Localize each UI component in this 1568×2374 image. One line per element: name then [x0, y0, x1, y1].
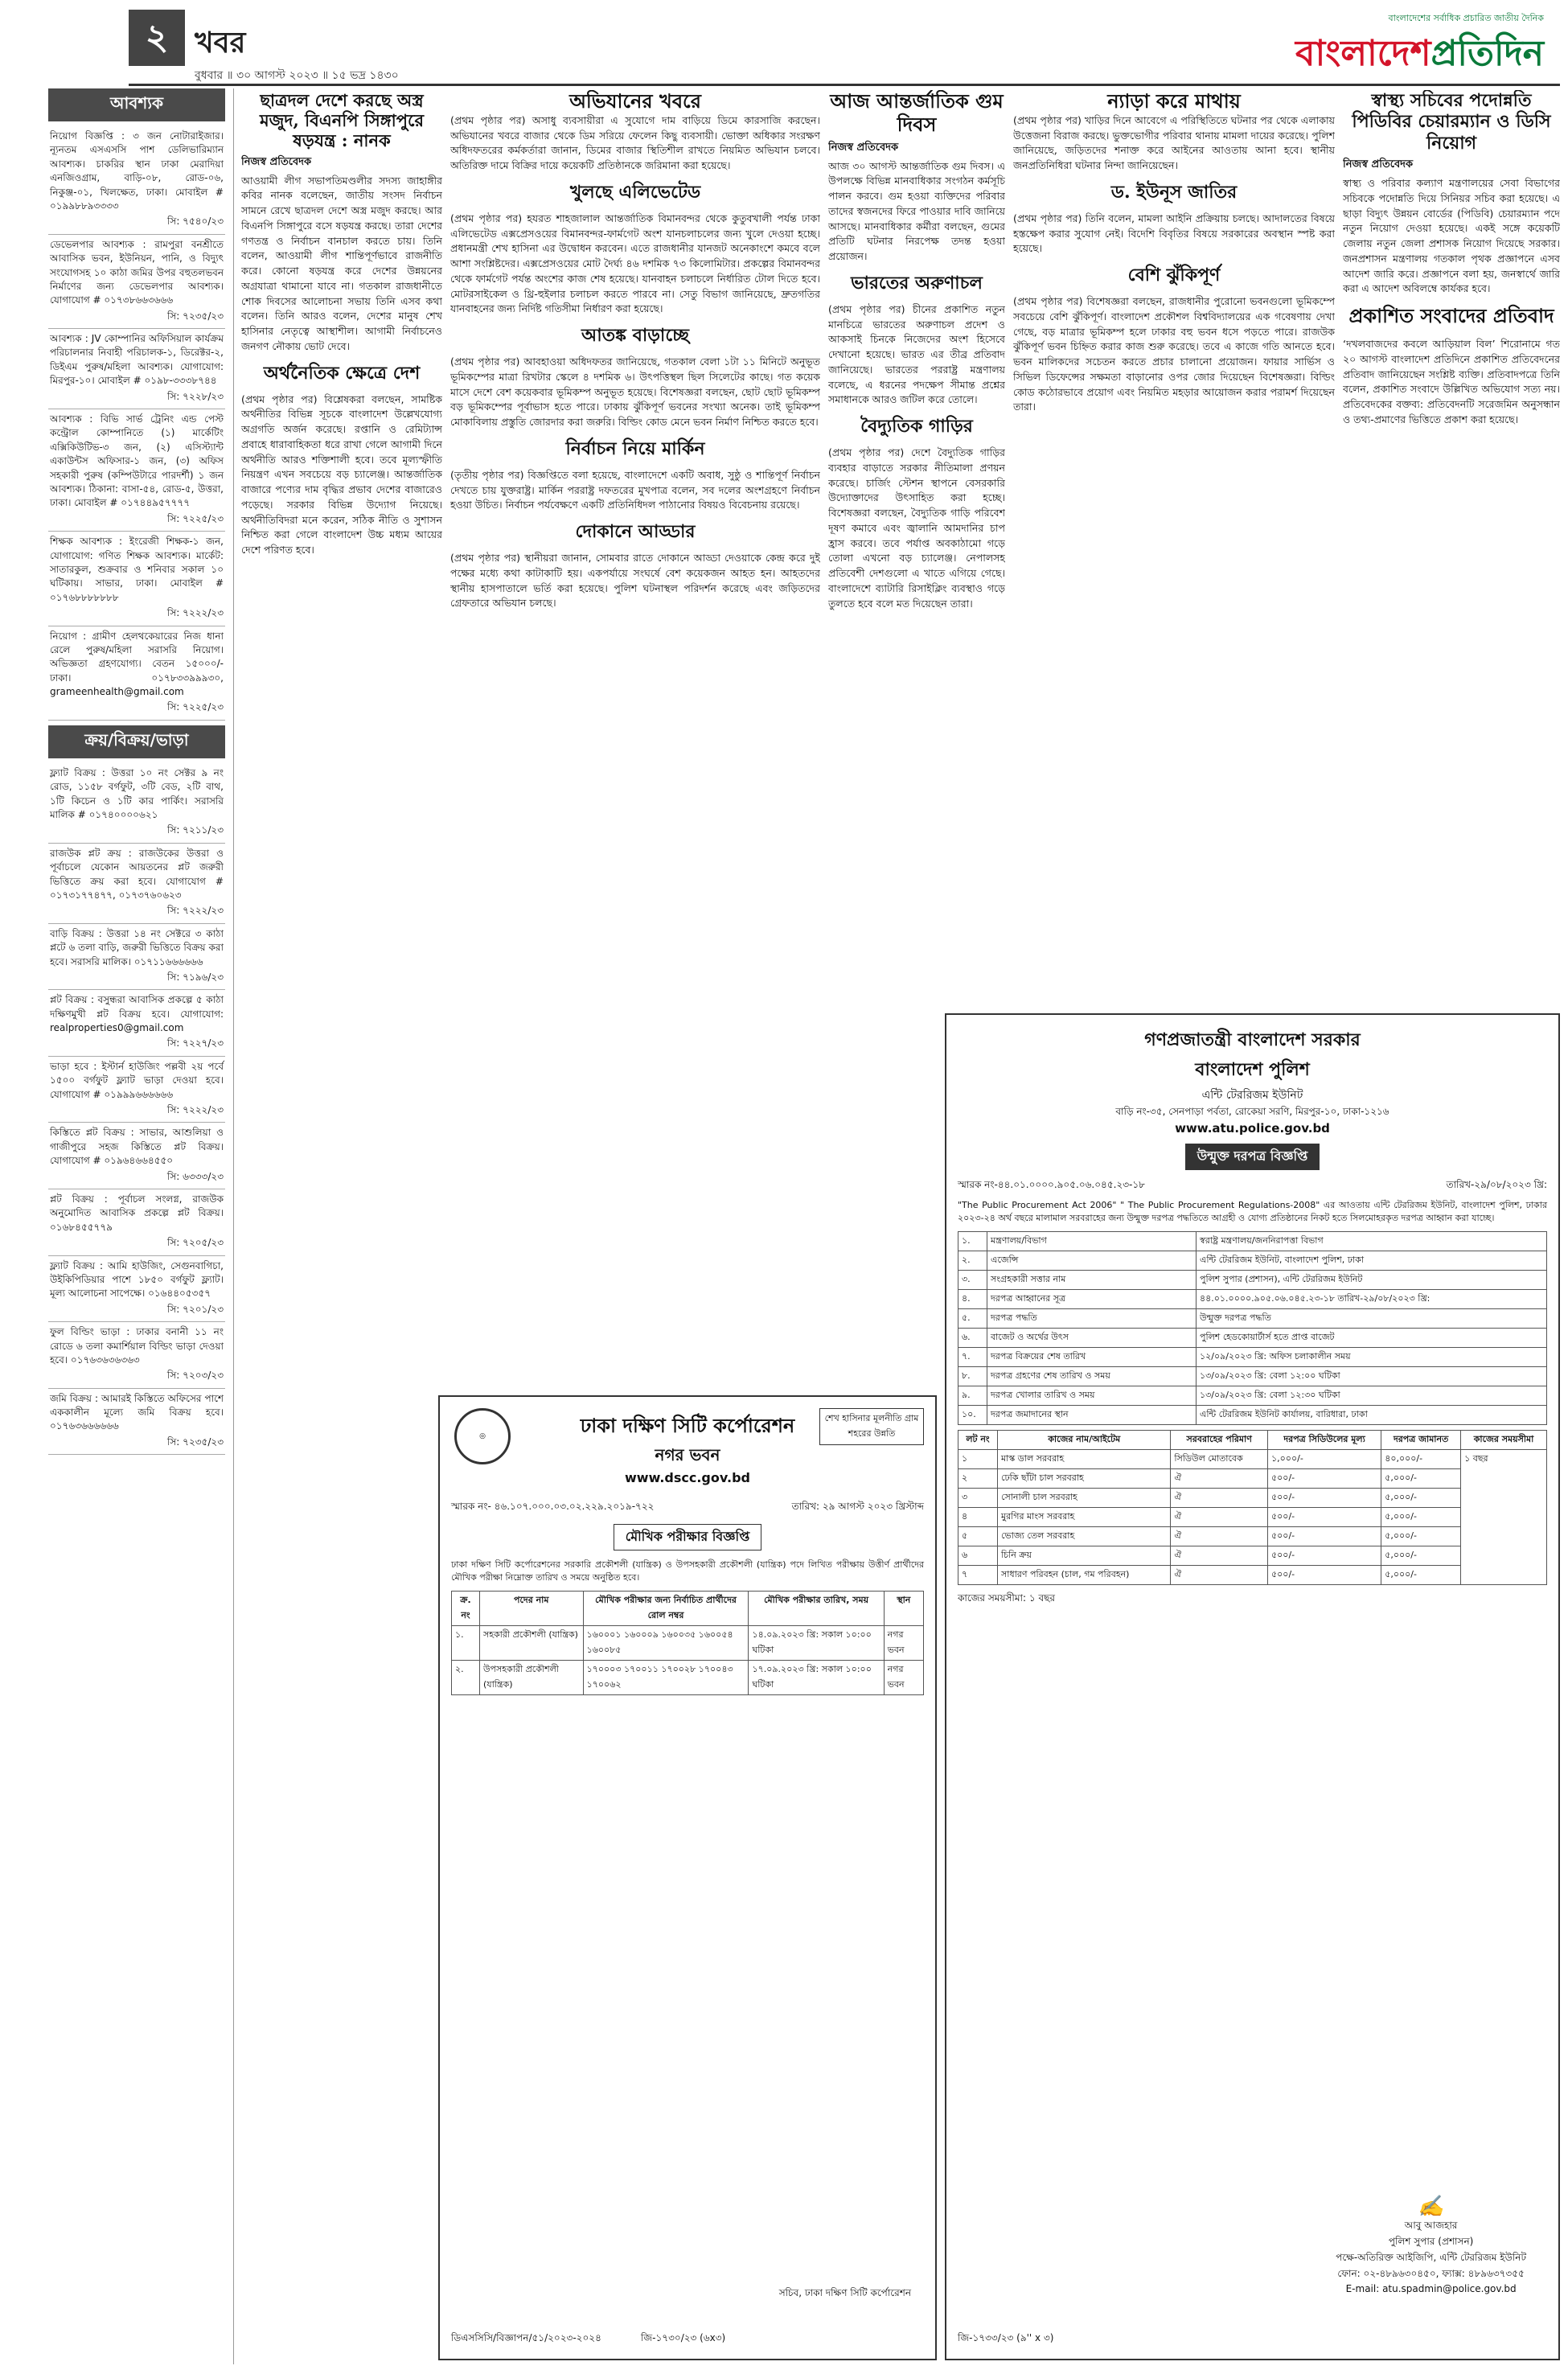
article-body: (প্রথম পৃষ্ঠার পর) স্থানীয়রা জানান, সোমবার রাতে দোকানে আড্ডা দেওয়াকে কেন্দ্র করে দুই পক্ষের মধ্যে কথা কাটাকাটি হয়। একপর্যায়ে সংঘর্ষে বেশ কয়েকজন আহত হন। আহতদের স্থানীয় হাসপাতালে ভর্তি করা হয়েছে। পুলিশ ঘটনাস্থল পরিদর্শন করেছে এবং জড়িতদের গ্রেফতারে অভিযান চলছে। — [450, 552, 820, 610]
article-body: (প্রথম পৃষ্ঠার পর) আবহাওয়া অধিদফতর জানিয়েছে, গতকাল বেলা ১টা ১১ মিনিটে অনুভূত ভূমিকম্পের মাত্রা রিখটার স্কেলে ৪ দশমিক ৬। উৎপত্তিস্থল ছিল সিলেটের কাছে। গত কয়েক মাসে দেশে বেশ কয়েকবার ভূমিকম্প অনুভূত হয়েছে। বিশেষজ্ঞরা বলছেন, ছোট ছোট ভূমিকম্প বড় ভূমিকম্পের পূর্বাভাস হতে পারে। ঢাকায় ঝুঁকিপূর্ণ ভবনের সংখ্যা অনেক। তাই ভূমিকম্প মোকাবিলায় প্রস্তুতি জোরদার করা জরুরি। বিল্ডিং কোড মেনে ভবন নির্মাণ নিশ্চিত করতে হবে। — [450, 355, 820, 429]
classified-text: শিক্ষক আবশ্যক : ইংরেজী শিক্ষক-১ জন, যোগাযোগ: গণিত শিক্ষক আবশ্যক। মার্কেট: সাতারকুল, শুক্রবার ও শনিবার সকাল ১০ ঘটিকায়। সাভার, ঢাকা। মোবাইল # ০১৭৬৮৮৮৮৮৮৮ — [50, 536, 224, 603]
article-body: (প্রথম পৃষ্ঠার পর) দেশে বৈদ্যুতিক গাড়ির ব্যবহার বাড়াতে সরকার নীতিমালা প্রণয়ন করেছে। চার্জিং স্টেশন স্থাপনে বেসরকারি উদ্যোক্তাদের উৎসাহিত করা হচ্ছে। বিশেষজ্ঞরা বলছেন, বৈদ্যুতিক গাড়ি পরিবেশ দূষণ কমাবে এবং জ্বালানি আমদানির চাপ হ্রাস করবে। তবে পর্যাপ্ত অবকাঠামো গড়ে তোলা এখনো বড় চ্যালেঞ্জ। নেপালসহ প্রতিবেশী দেশগুলো এ খাতে এগিয়ে গেছে। বাংলাদেশে ব্যাটারি রিসাইক্লিং ব্যবস্থাও গড়ে তুলতে হবে বলে মত দিয়েছেন তারা। — [828, 446, 1005, 610]
article-subheadline: নির্বাচন নিয়ে মার্কিন — [565, 437, 705, 459]
article-health-secretary — [1343, 90, 1560, 1007]
table-cell: চিনি ক্রয় — [997, 1546, 1170, 1565]
table-header-cell: কাজের নাম/আইটেম — [997, 1430, 1170, 1449]
classified-ad — [48, 409, 225, 532]
table-cell: সংগ্রহকারী সত্তার নাম — [987, 1270, 1197, 1289]
brand-name-part1: বাংলাদেশ — [1295, 33, 1431, 74]
table-header-cell: মৌখিক পরীক্ষার তারিখ, সময় — [749, 1591, 884, 1625]
classified-ref: সি: ৭৫৪০/২৩ — [166, 216, 224, 228]
article-byline: নিজস্ব প্রতিবেদক — [241, 155, 312, 168]
article-disappearance-day — [828, 90, 1005, 1087]
article-body: আওয়ামী লীগ সভাপতিমণ্ডলীর সদস্য জাহাঙ্গীর কবির নানক বলেছেন, জাতীয় সংসদ নির্বাচন সামনে রেখে ছাত্রদল দেশে অস্ত্র মজুদ করছে। আর বিএনপি সিঙ্গাপুরে বসে ষড়যন্ত্র করছে। তারা দেশের গণতন্ত্র ও নির্বাচন বানচাল করতে চায়। তিনি বলেন, আওয়ামী লীগ শান্তিপূর্ণভাবে রাজনীতি করে। কোনো ষড়যন্ত্র করে দেশের উন্নয়নের অগ্রযাত্রা থামানো যাবে না। গতকাল রাজধানীতে শোক দিবসের আলোচনা সভায় তিনি এসব কথা বলেন। তিনি আরও বলেন, দেশের মানুষ শেখ হাসিনার নেতৃত্বে আস্থাশীল। আগামী নির্বাচনেও জনগণ নৌকায় ভোট দেবে। — [241, 174, 442, 352]
table-cell: ১ — [958, 1449, 998, 1468]
table-row — [958, 1488, 1547, 1507]
police-unit: এন্টি টেররিজম ইউনিট — [1201, 1089, 1303, 1102]
article-body: স্বাস্থ্য ও পরিবার কল্যাণ মন্ত্রণালয়ের সেবা বিভাগের সচিবকে পদোন্নতি দিয়ে সিনিয়র সচিব করা হয়েছে। এ ছাড়া বিদ্যুৎ উন্নয়ন বোর্ডের (পিডিবি) চেয়ারম্যান পদে নতুন নিয়োগ দেওয়া হয়েছে। একই সঙ্গে কয়েকটি জেলায় নতুন জেলা প্রশাসক নিয়োগ দিয়েছে সরকার। জনপ্রশাসন মন্ত্রণালয় গতকাল পৃথক প্রজ্ঞাপনে এসব আদেশ জারি করে। প্রজ্ঞাপনে বলা হয়, জনস্বার্থে জারি করা এ আদেশ অবিলম্বে কার্যকর হবে। — [1343, 177, 1560, 295]
table-row — [958, 1231, 1547, 1251]
issue-date: বুধবার ॥ ৩০ আগস্ট ২০২৩ ॥ ১৫ ভদ্র ১৪৩০ — [195, 69, 399, 82]
table-cell: ১. — [452, 1625, 480, 1660]
table-cell: দরপত্র জমাদানের স্থান — [987, 1405, 1197, 1424]
article-subheadline: আতঙ্ক বাড়াচ্ছে — [581, 325, 689, 347]
classified-text: প্লট বিক্রয় : বসুন্ধরা আবাসিক প্রকল্পে ৫ কাঠা দক্ষিণমুখী প্লট বিক্রয় হবে। যোগাযোগ: realproperties0@gmail.com — [50, 994, 224, 1034]
table-cell: ১০. — [958, 1405, 987, 1424]
table-cell: ৫০০/- — [1268, 1565, 1381, 1584]
table-cell: ১৭০০০৩ ১৭০০১১ ১৭০০২৮ ১৭০০৪৩ ১৭০০৬২ — [583, 1660, 749, 1694]
table-cell: ৭ — [958, 1565, 998, 1584]
classified-text: বাড়ি বিক্রয় : উত্তরা ১৪ নং সেক্টরে ৩ কাঠা প্লটে ৬ তলা বাড়ি, জরুরী ভিত্তিতে বিক্রয় করা হবে। সরাসরি মালিক। ০১৭১১৬৬৬৬৬৬ — [50, 927, 224, 967]
table-cell: ১৪.০৯.২০২৩ খ্রি: সকাল ১০:০০ ঘটিকা — [749, 1625, 884, 1660]
table-cell: ১. — [958, 1231, 987, 1251]
table-cell: ৯. — [958, 1386, 987, 1405]
table-row — [958, 1289, 1547, 1308]
classified-ref: সি: ৭২২৭/২৩ — [166, 1037, 224, 1049]
table-row — [958, 1328, 1547, 1347]
dscc-sub: নগর ভবন — [655, 1445, 720, 1464]
table-cell: ৫,০০০/- — [1381, 1526, 1461, 1546]
table-cell: ৪. — [958, 1289, 987, 1308]
table-header-cell: মৌখিক পরীক্ষার জন্য নির্বাচিত প্রার্থীদের রোল নম্বর — [583, 1591, 749, 1625]
article-shaved-head — [1013, 90, 1335, 1007]
classified-text: আবশ্যক : JV কোম্পানির অফিসিয়াল কার্যক্রম পরিচালনার নিবাহী পরিচালক-১, ডিরেক্টর-২, ডিইএম পুরুষ/মহিলা আবশ্যক। যোগাযোগ: মিরপুর-১০। মোবাইল # ০১৯৮-৩৩৩৮৭৪৪ — [50, 333, 224, 387]
table-cell: ৫০০/- — [1268, 1507, 1381, 1526]
classified-ref: সি: ৭২২২/২৩ — [166, 905, 224, 917]
section-title: খবর — [195, 27, 246, 60]
article-center — [450, 90, 820, 1095]
classified-ref: সি: ৭২০৩/২৩ — [166, 1370, 224, 1382]
classified-text: আবশ্যক : বিভি সার্ভ ট্রেনিং এন্ড পেস্ট কন্ট্রোল কোম্পানিতে (১) মার্কেটিং এক্সিকিউটিভ-৩ জন, (২) এসিস্ট্যান্ট একাউন্টস অফিসার-১ জন, (৩) অফিস সহকারী পুরুষ (কম্পিউটারে পারদর্শী) ১ জন আবশ্যক। ঠিকানা: বাসা-৫৪, রোড-৫, উত্তরা, ঢাকা। মোবাইল # ০১৭৪৪৯৫৭৭৭৭ — [50, 413, 224, 509]
classified-list-sale — [48, 763, 225, 1455]
classified-ad — [48, 329, 225, 409]
table-header-cell: ক্র. নং — [452, 1591, 480, 1625]
classified-ad — [48, 844, 225, 924]
table-cell: দরপত্র বিক্রয়ের শেষ তারিখ — [987, 1347, 1197, 1366]
police-duration: ১ বছর — [1028, 1592, 1056, 1604]
table-cell: দরপত্র খোলার তারিখ ও সময় — [987, 1386, 1197, 1405]
table-cell: মাস্ক ডাল সরবরাহ — [997, 1449, 1170, 1468]
table-cell: ৩. — [958, 1270, 987, 1289]
table-row — [958, 1366, 1547, 1386]
table-cell: ৫,০০০/- — [1381, 1488, 1461, 1507]
table-cell: ঐ — [1171, 1488, 1268, 1507]
classified-ad — [48, 1189, 225, 1256]
table-header-cell: দরপত্র জামানত — [1381, 1430, 1461, 1449]
article-headline: আজ আন্তর্জাতিক গুম দিবস — [830, 90, 1004, 136]
table-cell: ১২/০৯/২০২৩ খ্রি: অফিস চলাকালীন সময় — [1197, 1347, 1547, 1366]
classified-ad — [48, 126, 225, 235]
table-row — [958, 1449, 1547, 1468]
classified-text: কিস্তিতে প্লট বিক্রয় : সাভার, আশুলিয়া ও গাজীপুরে সহজ কিস্তিতে প্লট বিক্রয়। যোগাযোগ # ০১৯৬৪৬৬৪৫৫০ — [50, 1127, 224, 1167]
dscc-slogan: শেখ হাসিনার মূলনীতি গ্রাম শহরের উন্নতি — [819, 1408, 924, 1445]
classified-ad — [48, 1256, 225, 1323]
article-subheadline: দোকানে আড্ডার — [575, 521, 696, 543]
table-header-cell: লট নং — [958, 1430, 998, 1449]
table-row — [958, 1526, 1547, 1546]
article-headline: ছাত্রদল দেশে করছে অস্ত্র মজুদ, বিএনপি সিঙ্গাপুরে ষড়যন্ত্র : নানক — [259, 90, 425, 151]
dscc-org-name: ঢাকা দক্ষিণ সিটি কর্পোরেশন — [580, 1414, 795, 1437]
classifieds-column — [48, 88, 225, 2364]
newspaper-logo — [1295, 11, 1544, 85]
article-body: (প্রথম পৃষ্ঠার পর) হযরত শাহজালাল আন্তর্জাতিক বিমানবন্দর থেকে কুতুবখালী পর্যন্ত ঢাকা এলিভেটেড এক্সপ্রেসওয়ের বিমানবন্দর-ফার্মগেট অংশ যানচলাচলের জন্য খুলে দেওয়া হচ্ছে। প্রধানমন্ত্রী শেখ হাসিনা এর উদ্বোধন করবেন। এতে রাজধানীর যানজট অনেকাংশে কমবে বলে আশা সংশ্লিষ্টদের। এক্সপ্রেসওয়ের মোট দৈর্ঘ্য ৪৬ দশমিক ৭৩ কিলোমিটার। প্রকল্পের বিমানবন্দর থেকে ফার্মগেট পর্যন্ত অংশের কাজ শেষ হয়েছে। যানবাহন চলাচলে নির্ধারিত টোল দিতে হবে। মোটরসাইকেল ও থ্রি-হুইলার চলাচল করতে পারবে না। সেতু বিভাগ জানিয়েছে, দ্রুতগতির যানবাহনের জন্য নির্দিষ্ট গতিসীমা নির্ধারণ করা হয়েছে। — [450, 212, 820, 315]
classified-text: ভাড়া হবে : ইস্টার্ন হাউজিং পল্লবী ২য় পর্বে ১৫০০ বর্গফুট ফ্ল্যাট ভাড়া দেওয়া হবে। যোগাযোগ # ০১৯৯৯৬৬৬৬৬৬ — [50, 1060, 224, 1100]
police-phone: ফোন: ০২-৪৮৯৬৩০৪৫০, ফ্যাক্স: ৪৮৯৬৩৭৩৫৫ — [1337, 2268, 1525, 2279]
article-body: আজ ৩০ আগস্ট আন্তর্জাতিক গুম দিবস। এ উপলক্ষে বিভিন্ন মানবাধিকার সংগঠন কর্মসূচি পালন করবে। গুম হওয়া ব্যক্তিদের পরিবার তাদের স্বজনদের ফিরে পাওয়ার দাবি জানিয়ে আসছে। মানবাধিকার কর্মীরা বলছেন, গুমের প্রতিটি ঘটনার নিরপেক্ষ তদন্ত হওয়া প্রয়োজন। — [828, 159, 1005, 263]
table-cell: নগর ভবন — [884, 1625, 923, 1660]
police-gov: গণপ্রজাতন্ত্রী বাংলাদেশ সরকার — [1144, 1029, 1361, 1050]
table-header-cell: দরপত্র সিডিউলের মূল্য — [1268, 1430, 1381, 1449]
police-address: বাড়ি নং-৩৫, সেনপাড়া পর্বতা, রোকেয়া সরণি, মিরপুর-১০, ঢাকা-১২১৬ — [1115, 1106, 1389, 1117]
police-contact-name: আবু আজহার — [1404, 2220, 1458, 2231]
table-cell: ৫,০০০/- — [1381, 1468, 1461, 1488]
table-row — [452, 1625, 924, 1660]
table-row — [958, 1405, 1547, 1424]
dscc-seal-icon: ◎ — [454, 1408, 511, 1464]
dscc-ref: ডিএসসিসি/বিজ্ঞাপন/৫১/২০২৩-২০২৪ — [451, 2332, 601, 2343]
table-cell: সহকারী প্রকৌশলী (যান্ত্রিক) — [479, 1625, 583, 1660]
table-cell: সিডিউল মোতাবেক — [1171, 1449, 1268, 1468]
classified-ad — [48, 626, 225, 721]
table-row — [958, 1270, 1547, 1289]
table-row — [958, 1347, 1547, 1366]
table-cell: উপসহকারী প্রকৌশলী (যান্ত্রিক) — [479, 1660, 583, 1694]
brand-name-part2: প্রতিদিন — [1430, 33, 1544, 74]
article-body: (প্রথম পৃষ্ঠার পর) চীনের প্রকাশিত নতুন মানচিত্রে ভারতের অরুণাচল প্রদেশ ও আকসাই চিনকে নিজেদের অংশ হিসেবে দেখানো হয়েছে। ভারত এর তীব্র প্রতিবাদ জানিয়েছে। ভারতের পররাষ্ট্র মন্ত্রণালয় বলেছে, এ ধরনের পদক্ষেপ সীমান্ত প্রশ্নের সমাধানকে আরও জটিল করে তোলে। — [828, 302, 1005, 406]
classified-ad — [48, 763, 225, 844]
table-cell: সাধারণ পরিবহন (চাল, গম পরিবহন) — [997, 1565, 1170, 1584]
table-cell: ৮. — [958, 1366, 987, 1386]
article-headline: স্বাস্থ্য সচিবের পদোন্নতি পিডিবির চেয়ারম্যান ও ডিসি নিয়োগ — [1352, 90, 1551, 154]
page-number: ২ — [129, 10, 185, 66]
classified-text: জমি বিক্রয় : আমারই কিস্তিতে অফিসের পাশে এককালীন মূল্যে জমি বিক্রয় হবে। ০১৭৬৩৬৬৬৬৬৬ — [50, 1392, 224, 1432]
table-cell: ৬ — [958, 1546, 998, 1565]
dscc-signature: সচিব, ঢাকা দক্ষিণ সিটি কর্পোরেশন — [778, 2287, 911, 2298]
table-cell: ঐ — [1171, 1546, 1268, 1565]
article-nanak — [241, 90, 442, 1071]
police-ref: জি-১৭৩৩/২৩ (৯'' x ৩) — [958, 2332, 1054, 2343]
police-contact-unit: পক্ষে-অতিরিক্ত আইজিপি, এন্টি টেররিজম ইউনিট — [1336, 2252, 1526, 2263]
article-subheadline: খুলছে এলিভেটেড — [569, 181, 701, 203]
article-body: ‘দখলবাজদের কবলে আড়িয়াল বিল’ শিরোনামে গত ২০ আগস্ট বাংলাদেশ প্রতিদিনে প্রকাশিত প্রতিবেদনের প্রতিবাদ জানিয়েছেন সংশ্লিষ্ট ব্যক্তি। প্রতিবাদপত্রে তিনি বলেন, প্রকাশিত সংবাদে উল্লিখিত অভিযোগ সত্য নয়। প্রতিবেদকের বক্তব্য: প্রতিবেদনটি সরেজমিন অনুসন্ধান ও তথ্য-প্রমাণের ভিত্তিতে প্রকাশ করা হয়েছে। — [1343, 338, 1560, 425]
table-cell: ২. — [958, 1251, 987, 1270]
article-headline: অভিযানের খবরে — [569, 90, 701, 113]
table-row — [958, 1386, 1547, 1405]
table-cell: ৫০০/- — [1268, 1526, 1381, 1546]
dscc-table — [451, 1591, 924, 1695]
police-lot-table — [958, 1430, 1547, 1585]
classified-ad — [48, 1322, 225, 1389]
table-row — [958, 1546, 1547, 1565]
table-cell: ৫,০০০/- — [1381, 1507, 1461, 1526]
article-subheadline: বেশি ঝুঁকিপূর্ণ — [1127, 265, 1221, 286]
table-header-cell: কাজের সময়সীমা — [1461, 1430, 1547, 1449]
table-cell: ১ বছর — [1461, 1449, 1547, 1584]
table-cell: উন্মুক্ত দরপত্র পদ্ধতি — [1197, 1308, 1547, 1328]
table-cell: ২ — [958, 1468, 998, 1488]
classified-text: প্লট বিক্রয় : পূর্বাচল সংলগ্ন, রাজউক অনুমোদিত আবাসিক প্রকল্পে প্লট বিক্রয়। ০১৬৮৪৫৫৭৭৯ — [50, 1193, 224, 1233]
classified-ref: সি: ৭২২৫/২৩ — [166, 512, 224, 524]
article-body: (প্রথম পৃষ্ঠার পর) অসাধু ব্যবসায়ীরা এ সুযোগে দাম বাড়িয়ে ডিমে কারসাজি করছেন। অভিযানের খবরে বাজার থেকে ডিম সরিয়ে ফেলেন কিছু ব্যবসায়ী। ভোক্তা অধিকার সংরক্ষণ অধিদফতরের কর্মকর্তারা জানান, ডিমের বাজার স্থিতিশীল রাখতে নিয়মিত অভিযান চলবে। অতিরিক্ত দামে বিক্রির দায়ে কয়েকটি প্রতিষ্ঠানকে জরিমানা করা হয়েছে। — [450, 113, 820, 172]
table-cell: ৩ — [958, 1488, 998, 1507]
table-cell: পুলিশ হেডকোয়ার্টার্স হতে প্রাপ্ত বাজেট — [1197, 1328, 1547, 1347]
table-cell: ৫,০০০/- — [1381, 1546, 1461, 1565]
article-body: (প্রথম পৃষ্ঠার পর) খাড়ির দিনে আবেগে এ পরিস্থিতিতে ঘটনার পর থেকে এলাকায় উত্তেজনা বিরাজ করছে। ভুক্তভোগীর পরিবার থানায় মামলা দায়ের করেছে। পুলিশ জানিয়েছে, জড়িতদের শনাক্ত করে আইনের আওতায় আনা হবে। স্থানীয় জনপ্রতিনিধিরা ঘটনার নিন্দা জানিয়েছেন। — [1013, 113, 1335, 172]
classified-ad — [48, 235, 225, 329]
classified-ref: সি: ৭২১১/২৩ — [166, 824, 224, 836]
classified-ref: সি: ৭২৩৫/২৩ — [166, 310, 224, 322]
table-row — [958, 1507, 1547, 1526]
table-cell: ঐ — [1171, 1507, 1268, 1526]
police-info-table — [958, 1231, 1547, 1425]
table-cell: মুরগির মাংস সরবরাহ — [997, 1507, 1170, 1526]
table-cell: ৫০০/- — [1268, 1468, 1381, 1488]
table-header-cell: স্থান — [884, 1591, 923, 1625]
masthead-rule — [129, 84, 1560, 86]
dscc-date: তারিখ: ২৯ আগস্ট ২০২৩ খ্রিস্টাব্দ — [791, 1501, 924, 1512]
classified-text: ডেভেলপার আবশ্যক : রামপুরা বনশ্রীতে আবাসিক ভবন, ইউনিয়ন, পানি, ও বিদ্যুৎ সংযোগসহ ১০ কাঠা জমির উপর বহুতলভবন নির্মাণের জন্য ডেভেলপার আবশ্যক। যোগাযোগ # ০১৭৩৮৬৬৩৬৬৬ — [50, 238, 224, 306]
table-cell: এন্টি টেররিজম ইউনিট, বাংলাদেশ পুলিশ, ঢাকা — [1197, 1251, 1547, 1270]
table-row — [958, 1565, 1547, 1584]
classified-ref: সি: ৭২০৫/২৩ — [166, 1237, 224, 1249]
police-website: www.atu.police.gov.bd — [1175, 1121, 1330, 1136]
classified-text: ফ্ল্যাট বিক্রয় : উত্তরা ১০ নং সেক্টর ৯ নং রোড, ১১৫৮ বর্গফুট, ৩টি বেড, ২টি বাথ, ১টি কিচেন ও ১টি কার পার্কিং। সরাসরি মালিক # ০১৭৪০০০০৬২১ — [50, 766, 224, 821]
police-email: E-mail: atu.spadmin@police.gov.bd — [1345, 2283, 1517, 2294]
table-cell: ৪ — [958, 1507, 998, 1526]
table-row — [452, 1660, 924, 1694]
police-contact-role: পুলিশ সুপার (প্রশাসন) — [1388, 2236, 1474, 2247]
table-cell: দরপত্র আহ্বানের সূত্র — [987, 1289, 1197, 1308]
article-subheadline: বৈদ্যুতিক গাড়ির — [860, 416, 973, 437]
classified-ref: সি: ৭২০১/২৩ — [166, 1303, 224, 1315]
table-cell: ৭. — [958, 1347, 987, 1366]
classified-text: ফুল বিল্ডিং ভাড়া : ঢাকার বনানী ১১ নং রোডে ৬ তলা কমার্শিয়াল বিল্ডিং ভাড়া দেওয়া হবে। ০১৭৬৩৬৩৬৩৬৩ — [50, 1326, 224, 1366]
classified-text: নিয়োগ : গ্রামীণ হেলথকেয়ারের নিজ ধানা রেলে পুরুষ/মহিলা সরাসরি নিয়োগ। অভিজ্ঞতা গ্রহণযোগ্য। বেতন ১৫০০০/- ঢাকা। ০১৭৮৩৩৯৯৯৩০, grameenhealth@gmail.com — [50, 630, 224, 698]
table-header-cell: পদের নাম — [479, 1591, 583, 1625]
table-cell: ঐ — [1171, 1468, 1268, 1488]
classified-ad — [48, 1057, 225, 1123]
dscc-notice — [438, 1395, 937, 2360]
table-cell: নগর ভবন — [884, 1660, 923, 1694]
classified-ad — [48, 1389, 225, 1456]
article-body: (প্রথম পৃষ্ঠার পর) বিশেষজ্ঞরা বলছেন, রাজধানীর পুরোনো ভবনগুলো ভূমিকম্পে সবচেয়ে বেশি ঝুঁকিপূর্ণ। বাংলাদেশ প্রকৌশল বিশ্ববিদ্যালয়ের এক গবেষণায় দেখা গেছে, বড় মাত্রার ভূমিকম্প হলে ঢাকার বহু ভবন ধসে পড়তে পারে। রাজউক ঝুঁকিপূর্ণ ভবন চিহ্নিত করার কাজ শুরু করেছে। তবে এ কাজে গতি আনতে হবে। ভবন মালিকদের সচেতন করতে প্রচার চালানো প্রয়োজন। ফায়ার সার্ভিস ও সিভিল ডিফেন্সের সক্ষমতা বাড়ানোর ওপর জোর দিয়েছেন বিশেষজ্ঞরা। বিল্ডিং কোড কঠোরভাবে প্রয়োগ এবং নিয়মিত মহড়ার আয়োজন করার পরামর্শ দিয়েছেন তারা। — [1013, 295, 1335, 413]
table-row — [958, 1308, 1547, 1328]
table-cell: ৪০,০০০/- — [1381, 1449, 1461, 1468]
classified-ref: সি: ৭১৯৬/২৩ — [166, 971, 224, 983]
table-cell: বাজেট ও অর্থের উৎস — [987, 1328, 1197, 1347]
classified-ref: সি: ৭২৩৫/২৩ — [166, 1435, 224, 1448]
table-header-cell: সরবরাহের পরিমাণ — [1171, 1430, 1268, 1449]
police-tender-notice: গণপ্রজাতন্ত্রী বাংলাদেশ সরকার বাংলাদেশ পুলিশ এন্টি টেররিজম ইউনিট বাড়ি নং-৩৫, সেনপাড়া পর্বতা, রোকেয়া সরণি, মিরপুর-১০, ঢাকা-১২১৬ www.atu.police.gov.bd উন্মুক্ত দরপত্র বিজ্ঞপ্তি স্মারক নং-৪৪.০১.০০০০.৯০৫.০৬.০৪৫.২৩-১৮ তারিখ-২৯/০৮/২০২৩ খ্রি: "The Public Procurement Act 2006" " The Public Procurement Regulations-2008" এর আওতায় এন্টি টেররিজম ইউনিট, বাংলাদেশ পুলিশ, ঢাকার ২০২৩-২৪ অর্থ বছরে মালামাল সরবরাহের জন্য উন্মুক্ত দরপত্র পদ্ধতিতে আগ্রহী ও যোগ্য প্রতিষ্ঠানের নিকট হতে সিলমোহরকৃত দরপত্র আহ্বান করা যাচ্ছে। ১. মন্ত্রণালয়/বিভাগ স্বরাষ্ট্র মন্ত্রণালয়/জননিরাপত্তা বিভাগ ২. এজেন্সি এন্টি টেররিজম ইউনিট, বাংলাদেশ পুলিশ, ঢাকা ৩. সংগ্রহকারী সত্তার নাম পুলিশ সুপার (প্রশাসন), এন্টি টেররিজম ইউনিট ৪. দরপত্র আহ্বানের সূত্র ৪৪.০১.০০০০.৯০৫.০৬.০৪৫.২৩-১৮ তারিখ-২৯/০৮/২০২৩ খ্রি: ৫. দরপত্র পদ্ধতি উন্মুক্ত দরপত্র পদ্ধতি ৬. বাজেট ও অর্থের উৎস পুলিশ হেডকোয়ার্টার্স হতে প্রাপ্ত বাজেট ৭. দরপত্র বিক্রয়ের শেষ তারিখ ১২/০৯/২০২৩ খ্রি: অফিস চলাকালীন সময় ৮. দরপত্র গ্রহণের শেষ তারিখ ও সময় ১৩/০৯/২০২৩ খ্রি: বেলা ১২:০০ ঘটিকা ৯. দরপত্র খোলার তারিখ ও সময় ১৩/০৯/২০২৩ খ্রি: বেলা ১২:৩০ ঘটিকা ১০. দরপত্র জমাদানের স্থান এন্টি টেররিজম ইউনিট কার্যালয়, বারিধারা, ঢাকা লট নং কাজের নাম/আইটেম সরবরাহের পরিমাণ দরপত্র সিডিউলের মূল্য দরপত্র জামানত কাজের সময়সীমা ১ মাস্ক ডাল সরবরাহ সিডিউল মোতাবেক ১,০০০/- ৪০,০০০/- ১ বছর ২ ঢেকি ছাঁটা চাল সরবরাহ ঐ ৫০০/- ৫,০০০/- ৩ সোনালী চাল সরবরাহ ঐ ৫০০/- ৫,০০০/- ৪ মুরগির মাংস সরবরাহ ঐ ৫০০/- ৫,০০০/- ৫ ভোজ্য তেল সরবরাহ ঐ ৫০০/- ৫,০০০/- ৬ চিনি ক্রয় ঐ ৫০০/- ৫,০০০/- ৭ সাধারণ পরিবহন (চাল, গম পরিবহন) ঐ ৫০০/- ৫,০০০/- কাজের সময়সীমা: ১ বছর ✍ আবু আজহার পুলিশ সুপার (প্রশাসন) পক্ষে-অতিরিক্ত আইজিপি, এন্টি টেররিজম ইউনিট ফোন: ০২-৪৮৯৬৩০৪৫০, ফ্যাক্স: ৪৮৯৬৩৭৩৫৫ E-mail: atu.spadmin@police.gov.bd জি-১৭৩৩/২৩ (৯'' x ৩) — [945, 1013, 1560, 2360]
table-cell: ৫০০/- — [1268, 1546, 1381, 1565]
table-cell: ৪৪.০১.০০০০.৯০৫.০৬.০৪৫.২৩-১৮ তারিখ-২৯/০৮/২০২৩ খ্রি: — [1197, 1289, 1547, 1308]
dscc-intro: ঢাকা দক্ষিণ সিটি কর্পোরেশনের সরকারি প্রকৌশলী (যান্ত্রিক) ও উপসহকারী প্রকৌশলী (যান্ত্রিক) পদে লিখিত পরীক্ষায় উত্তীর্ণ প্রার্থীদের মৌখিক পরীক্ষা নিম্নোক্ত তারিখ ও সময়ে অনুষ্ঠিত হবে। — [451, 1559, 924, 1583]
classified-ad — [48, 990, 225, 1057]
table-cell: ২. — [452, 1660, 480, 1694]
table-cell: ৫,০০০/- — [1381, 1565, 1461, 1584]
dscc-ref2: জি-১৭৩০/২৩ (৬x৩) — [641, 2332, 726, 2343]
classified-text: রাজউক প্লট ক্রয় : রাজউকের উত্তরা ও পূর্বাচলে যেকোন আয়তনের প্লট জরুরী ভিত্তিতে ক্রয় করা হবে। যোগাযোগ # ০১৭৩১৭৭৪৭৭, ০১৭৩৭৬০৬২৩ — [50, 847, 224, 901]
table-cell: এজেন্সি — [987, 1251, 1197, 1270]
classified-ad — [48, 532, 225, 626]
table-cell: ৬. — [958, 1328, 987, 1347]
article-byline: নিজস্ব প্রতিবেদক — [828, 141, 899, 154]
table-cell: ভোজ্য তেল সরবরাহ — [997, 1526, 1170, 1546]
signature-icon: ✍ — [1418, 2195, 1444, 2219]
article-subheadline: প্রকাশিত সংবাদের প্রতিবাদ — [1348, 304, 1554, 328]
table-cell: ১৩/০৯/২০২৩ খ্রি: বেলা ১২:০০ ঘটিকা — [1197, 1366, 1547, 1386]
table-cell: সোনালী চাল সরবরাহ — [997, 1488, 1170, 1507]
police-org: বাংলাদেশ পুলিশ — [1195, 1059, 1310, 1080]
article-subheadline: ড. ইউনূস জাতির — [1110, 181, 1238, 203]
table-cell: ৫. — [958, 1308, 987, 1328]
article-body: (প্রথম পৃষ্ঠার পর) বিশ্লেষকরা বলছেন, সামষ্টিক অর্থনীতির বিভিন্ন সূচকে বাংলাদেশ উল্লেখযোগ্য অগ্রগতি অর্জন করেছে। রপ্তানি ও রেমিট্যান্স প্রবাহে ধারাবাহিকতা ধরে রাখা গেলে আগামী দিনে অর্থনীতি আরও শক্তিশালী হবে। তবে মূল্যস্ফীতি নিয়ন্ত্রণ এখন সবচেয়ে বড় চ্যালেঞ্জ। আন্তর্জাতিক বাজারে পণ্যের দাম বৃদ্ধির প্রভাব দেশের বাজারেও পড়েছে। সরকার বিভিন্ন উদ্যোগ নিয়েছে। অর্থনীতিবিদরা মনে করেন, সঠিক নীতি ও সুশাসন নিশ্চিত করা গেলে বাংলাদেশ উচ্চ মধ্যম আয়ের দেশে পরিণত হবে। — [241, 392, 442, 557]
table-cell: ১৩/০৯/২০২৩ খ্রি: বেলা ১২:৩০ ঘটিকা — [1197, 1386, 1547, 1405]
table-cell: স্বরাষ্ট্র মন্ত্রণালয়/জননিরাপত্তা বিভাগ — [1197, 1231, 1547, 1251]
brand-tagline: বাংলাদেশের সর্বাধিক প্রচারিত জাতীয় দৈনিক — [1388, 13, 1544, 23]
table-cell: ৫০০/- — [1268, 1488, 1381, 1507]
column-divider — [233, 88, 234, 2364]
article-headline: ন্যাড়া করে মাথায় — [1107, 90, 1241, 113]
police-signature-block — [1336, 2195, 1526, 2294]
table-cell: ১,০০০/- — [1268, 1449, 1381, 1468]
classified-text: নিয়োগ বিজ্ঞপ্তি : ৩ জন নোটারাইজার। ন্যূনতম এসএসসি পাশ ডেলিভারিম্যান আবশ্যক। চাকরির স্থান ঢাকা মেরাদিয়া এনজিওগ্রাম, বাড়ি-০৮, রোড-০৬, নিকুঞ্জ-০১, খিলক্ষেত, ঢাকা। মোবাইল # ০১৯৯৮৮৯৩৩৩৩ — [50, 130, 224, 212]
classified-ref: সি: ৭২২৮/২৩ — [166, 390, 224, 402]
table-cell: মন্ত্রণালয়/বিভাগ — [987, 1231, 1197, 1251]
police-intro: "The Public Procurement Act 2006" " The Public Procurement Regulations-2008" এর আওতায় এন্টি টেররিজম ইউনিট, বাংলাদেশ পুলিশ, ঢাকার ২০২৩-২৪ অর্থ বছরে মালামাল সরবরাহের জন্য উন্মুক্ত দরপত্র পদ্ধতিতে আগ্রহী ও যোগ্য প্রতিষ্ঠানের নিকট হতে সিলমোহরকৃত দরপত্র আহ্বান করা যাচ্ছে। — [958, 1200, 1547, 1223]
article-byline: নিজস্ব প্রতিবেদক — [1343, 158, 1414, 171]
police-title: উন্মুক্ত দরপত্র বিজ্ঞপ্তি — [1185, 1144, 1320, 1170]
classified-list-wanted — [48, 126, 225, 721]
classified-ref: সি: ৭২২২/২৩ — [166, 607, 224, 619]
table-cell: এন্টি টেররিজম ইউনিট কার্যালয়, বারিধারা, ঢাকা — [1197, 1405, 1547, 1424]
classified-ad — [48, 924, 225, 991]
police-memo: স্মারক নং-৪৪.০১.০০০০.৯০৫.০৬.০৪৫.২৩-১৮ — [958, 1179, 1145, 1190]
table-cell: দরপত্র পদ্ধতি — [987, 1308, 1197, 1328]
table-row — [958, 1468, 1547, 1488]
dscc-title: মৌখিক পরীক্ষার বিজ্ঞপ্তি — [614, 1524, 762, 1550]
table-cell: ১৭.০৯.২০২৩ খ্রি: সকাল ১০:০০ ঘটিকা — [749, 1660, 884, 1694]
table-row — [958, 1251, 1547, 1270]
table-cell: ১৬০০০১ ১৬০০০৯ ১৬০০৩৫ ১৬০০৫৪ ১৬০০৮৫ — [583, 1625, 749, 1660]
classified-ref: সি: ৬৩৩৩/২৩ — [166, 1170, 224, 1182]
classified-ad — [48, 1123, 225, 1189]
article-subheadline: ভারতের অরুণাচল — [851, 272, 983, 294]
classified-heading-sale: ক্রয়/বিক্রয়/ভাড়া — [48, 725, 225, 758]
table-cell: ঢেকি ছাঁটা চাল সরবরাহ — [997, 1468, 1170, 1488]
table-cell: দরপত্র গ্রহণের শেষ তারিখ ও সময় — [987, 1366, 1197, 1386]
classified-heading-wanted: আবশ্যক — [48, 88, 225, 121]
article-subheadline: অর্থনৈতিক ক্ষেত্রে দেশ — [263, 362, 421, 384]
masthead — [129, 10, 1560, 80]
dscc-website: www.dscc.gov.bd — [625, 1470, 750, 1485]
article-body: (তৃতীয় পৃষ্ঠার পর) বিজ্ঞপ্তিতে বলা হয়েছে, বাংলাদেশে একটি অবাধ, সুষ্ঠু ও শান্তিপূর্ণ নির্বাচন দেখতে চায় যুক্তরাষ্ট্র। মার্কিন পররাষ্ট্র দফতরের মুখপাত্র বলেন, সব দলের অংশগ্রহণে নির্বাচন হওয়া উচিত। নির্বাচন পর্যবেক্ষণে একটি প্রতিনিধিদল পাঠানোর বিষয়ও বিবেচনায় রয়েছে। — [450, 468, 820, 511]
classified-text: ফ্ল্যাট বিক্রয় : আমি হাউজিং, সেগুনবাগিচা, উইকিপিডিয়ার পাশে ১৮৫০ বর্গফুট ফ্ল্যাট। মূল্য আলোচনা সাপেক্ষে। ০১৬৪৪০৫৩৫৭ — [50, 1259, 224, 1300]
table-cell: ৫ — [958, 1526, 998, 1546]
classified-ref: সি: ৭২২২/২৩ — [166, 1104, 224, 1116]
police-date: তারিখ-২৯/০৮/২০২৩ খ্রি: — [1446, 1179, 1547, 1190]
dscc-memo: স্মারক নং- ৪৬.১০৭.০০০.০৩.০২.২২৯.২০১৯-৭২২ — [451, 1501, 655, 1512]
classified-ref: সি: ৭২২৫/২৩ — [166, 701, 224, 713]
article-body: (প্রথম পৃষ্ঠার পর) তিনি বলেন, মামলা আইনি প্রক্রিয়ায় চলছে। আদালতের বিষয়ে হস্তক্ষেপ করার সুযোগ নেই। বিদেশি বিবৃতির বিষয়ে সরকারের অবস্থান স্পষ্ট করা হয়েছে। — [1013, 212, 1335, 255]
table-cell: পুলিশ সুপার (প্রশাসন), এন্টি টেররিজম ইউনিট — [1197, 1270, 1547, 1289]
table-cell: ঐ — [1171, 1565, 1268, 1584]
table-cell: ঐ — [1171, 1526, 1268, 1546]
